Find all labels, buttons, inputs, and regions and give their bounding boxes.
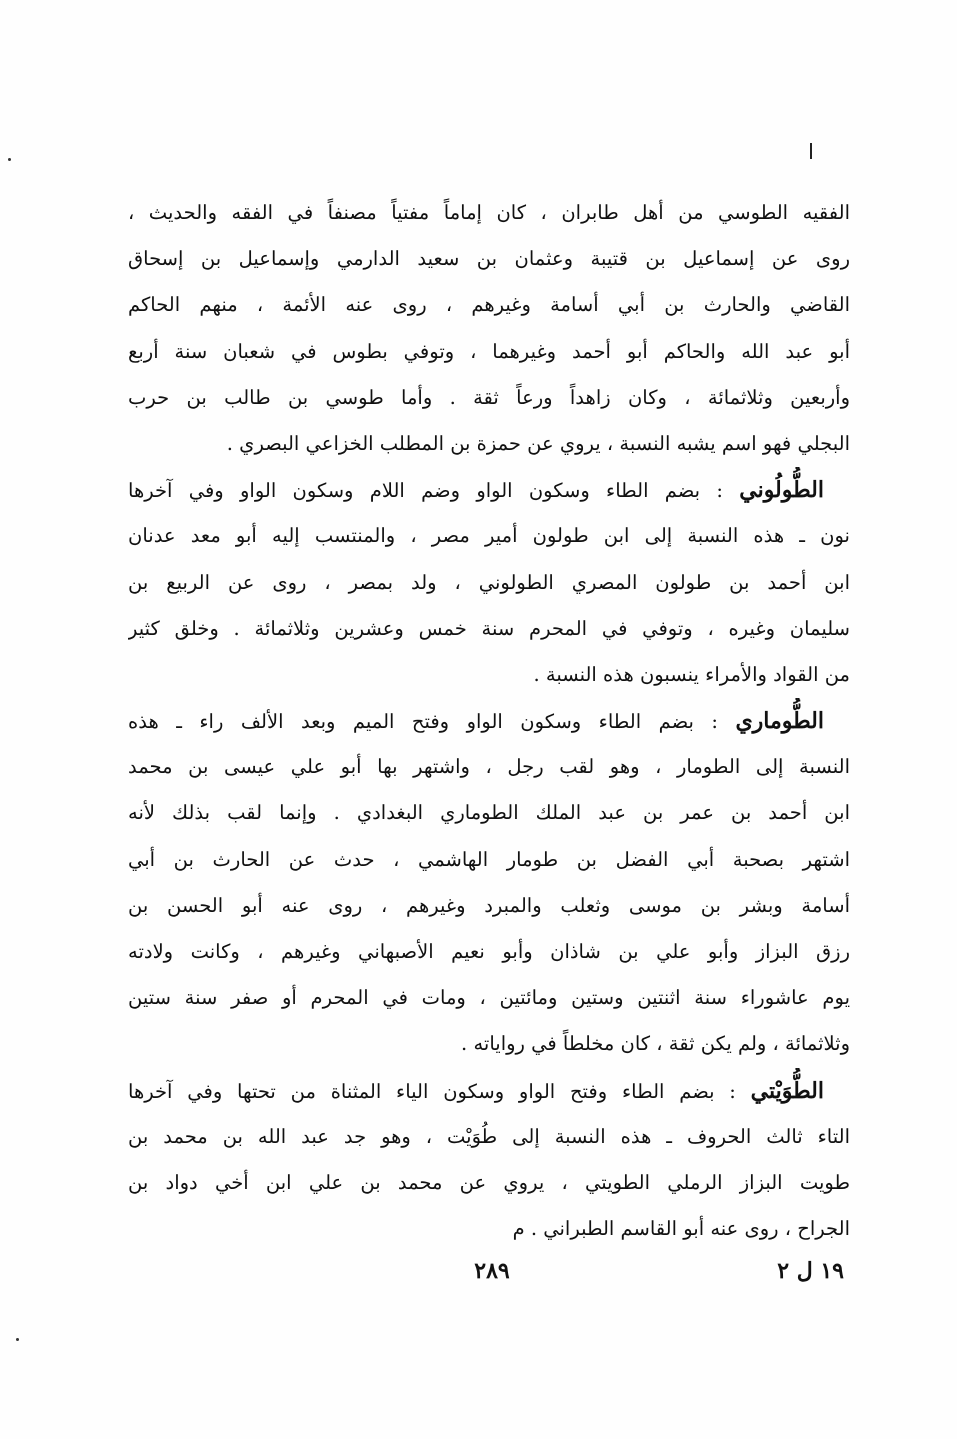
text-line: التاء ثالث الحروف ـ هذه النسبة إلى طُوَيْت ، وهو جد عبد الله بن محمد بن (128, 1124, 850, 1148)
text-line: القاضي والحارث بن أبي أسامة وغيرهم ، روى عنه الأئمة ، منهم الحاكم (128, 293, 850, 317)
scan-speck (8, 158, 11, 161)
entry-heading: الطُّوماري (735, 708, 824, 735)
text-line: ابن أحمد بن عمر بن عبد الملك الطوماري البغدادي . وإنما لقب بذلك لأنه (128, 801, 850, 825)
text-line: الجراح ، روى عنه أبو القاسم الطبراني . م (512, 1217, 850, 1241)
signature-mark: ١٩ ل ٢ (777, 1258, 844, 1284)
main-text (128, 190, 850, 1252)
text-line: سليمان وغيره ، وتوفي في المحرم سنة خمس وعشرين وثلاثمائة . وخلق كثير (128, 616, 850, 640)
text-line: وأربعين وثلاثمائة ، وكان زاهداً ورعاً ثقة . وأما طوسي بن طالب بن حرب (128, 385, 850, 409)
text-line: روى عن إسماعيل بن قتيبة وعثمان بن سعيد الدارمي وإسماعيل بن إسحاق (128, 247, 850, 271)
entry-definition: : بضم الطاء وسكون الواو وضم اللام وسكون الواو وفي آخرها (128, 479, 740, 503)
entry-definition: : بضم الطاء وفتح الواو وسكون الياء المثناة من تحتها وفي آخرها (128, 1079, 751, 1103)
text-line: البجلي فهو اسم يشبه النسبة ، يروي عن حمزة بن المطلب الخزاعي البصري . (226, 431, 850, 455)
scan-speck (16, 1338, 19, 1341)
entry-heading: الطُّوَيْتي (750, 1077, 824, 1104)
entry-heading: الطُّولُوني (739, 477, 824, 504)
text-line: نون ـ هذه النسبة إلى ابن طولون أمير مصر ، والمنتسب إليه أبو معد عدنان (128, 524, 850, 548)
text-line: وثلاثمائة ، ولم يكن ثقة ، كان مخلطاً في رواياته . (461, 1032, 850, 1056)
text-line: اشتهر بصحبة أبي الفضل بن طومار الهاشمي ، حدث عن الحارث بن أبي (128, 847, 850, 871)
margin-mark (810, 143, 812, 159)
entry-first-line (128, 698, 850, 744)
text-line: من القواد والأمراء ينسبون هذه النسبة . (533, 662, 850, 686)
page-footer (0, 1258, 957, 1298)
text-line: ابن أحمد بن طولون المصري الطولوني ، ولد بمصر ، روى عن الربيع بن (128, 570, 850, 594)
text-line: رزق البزاز وأبو علي بن شاذان وأبو نعيم الأصبهاني وغيرهم ، وكانت ولادته (128, 940, 850, 963)
text-line: أسامة وبشر بن موسى وثعلب والمبرد وغيرهم ، روى عنه أبو الحسن بن (128, 893, 850, 917)
text-line: الفقيه الطوسي من أهل طابران ، كان إماماً مفتياً مصنفاً في الفقه والحديث ، (128, 201, 850, 224)
entry-first-line (128, 467, 850, 513)
page-number: ٢٨٩ (474, 1258, 510, 1284)
text-line: يوم عاشوراء سنة اثنتين وستين ومائتين ، ومات في المحرم أو صفر سنة ستين (128, 986, 850, 1010)
text-line: أبو عبد الله والحاكم أبو أحمد وغيرهما ، وتوفي بطوس في شعبان سنة أربع (128, 339, 850, 363)
text-line: طويت البزاز الرملي الطويتي ، يروي عن محمد بن علي ابن أخي دواد بن (128, 1170, 850, 1194)
entry-first-line (128, 1068, 850, 1114)
text-line: النسبة إلى الطومار ، وهو لقب رجل ، واشتهر بها أبو علي عيسى بن محمد (128, 755, 850, 779)
entry-definition: : بضم الطاء وسكون الواو وفتح الميم وبعد الألف راء ـ هذه (128, 710, 736, 734)
